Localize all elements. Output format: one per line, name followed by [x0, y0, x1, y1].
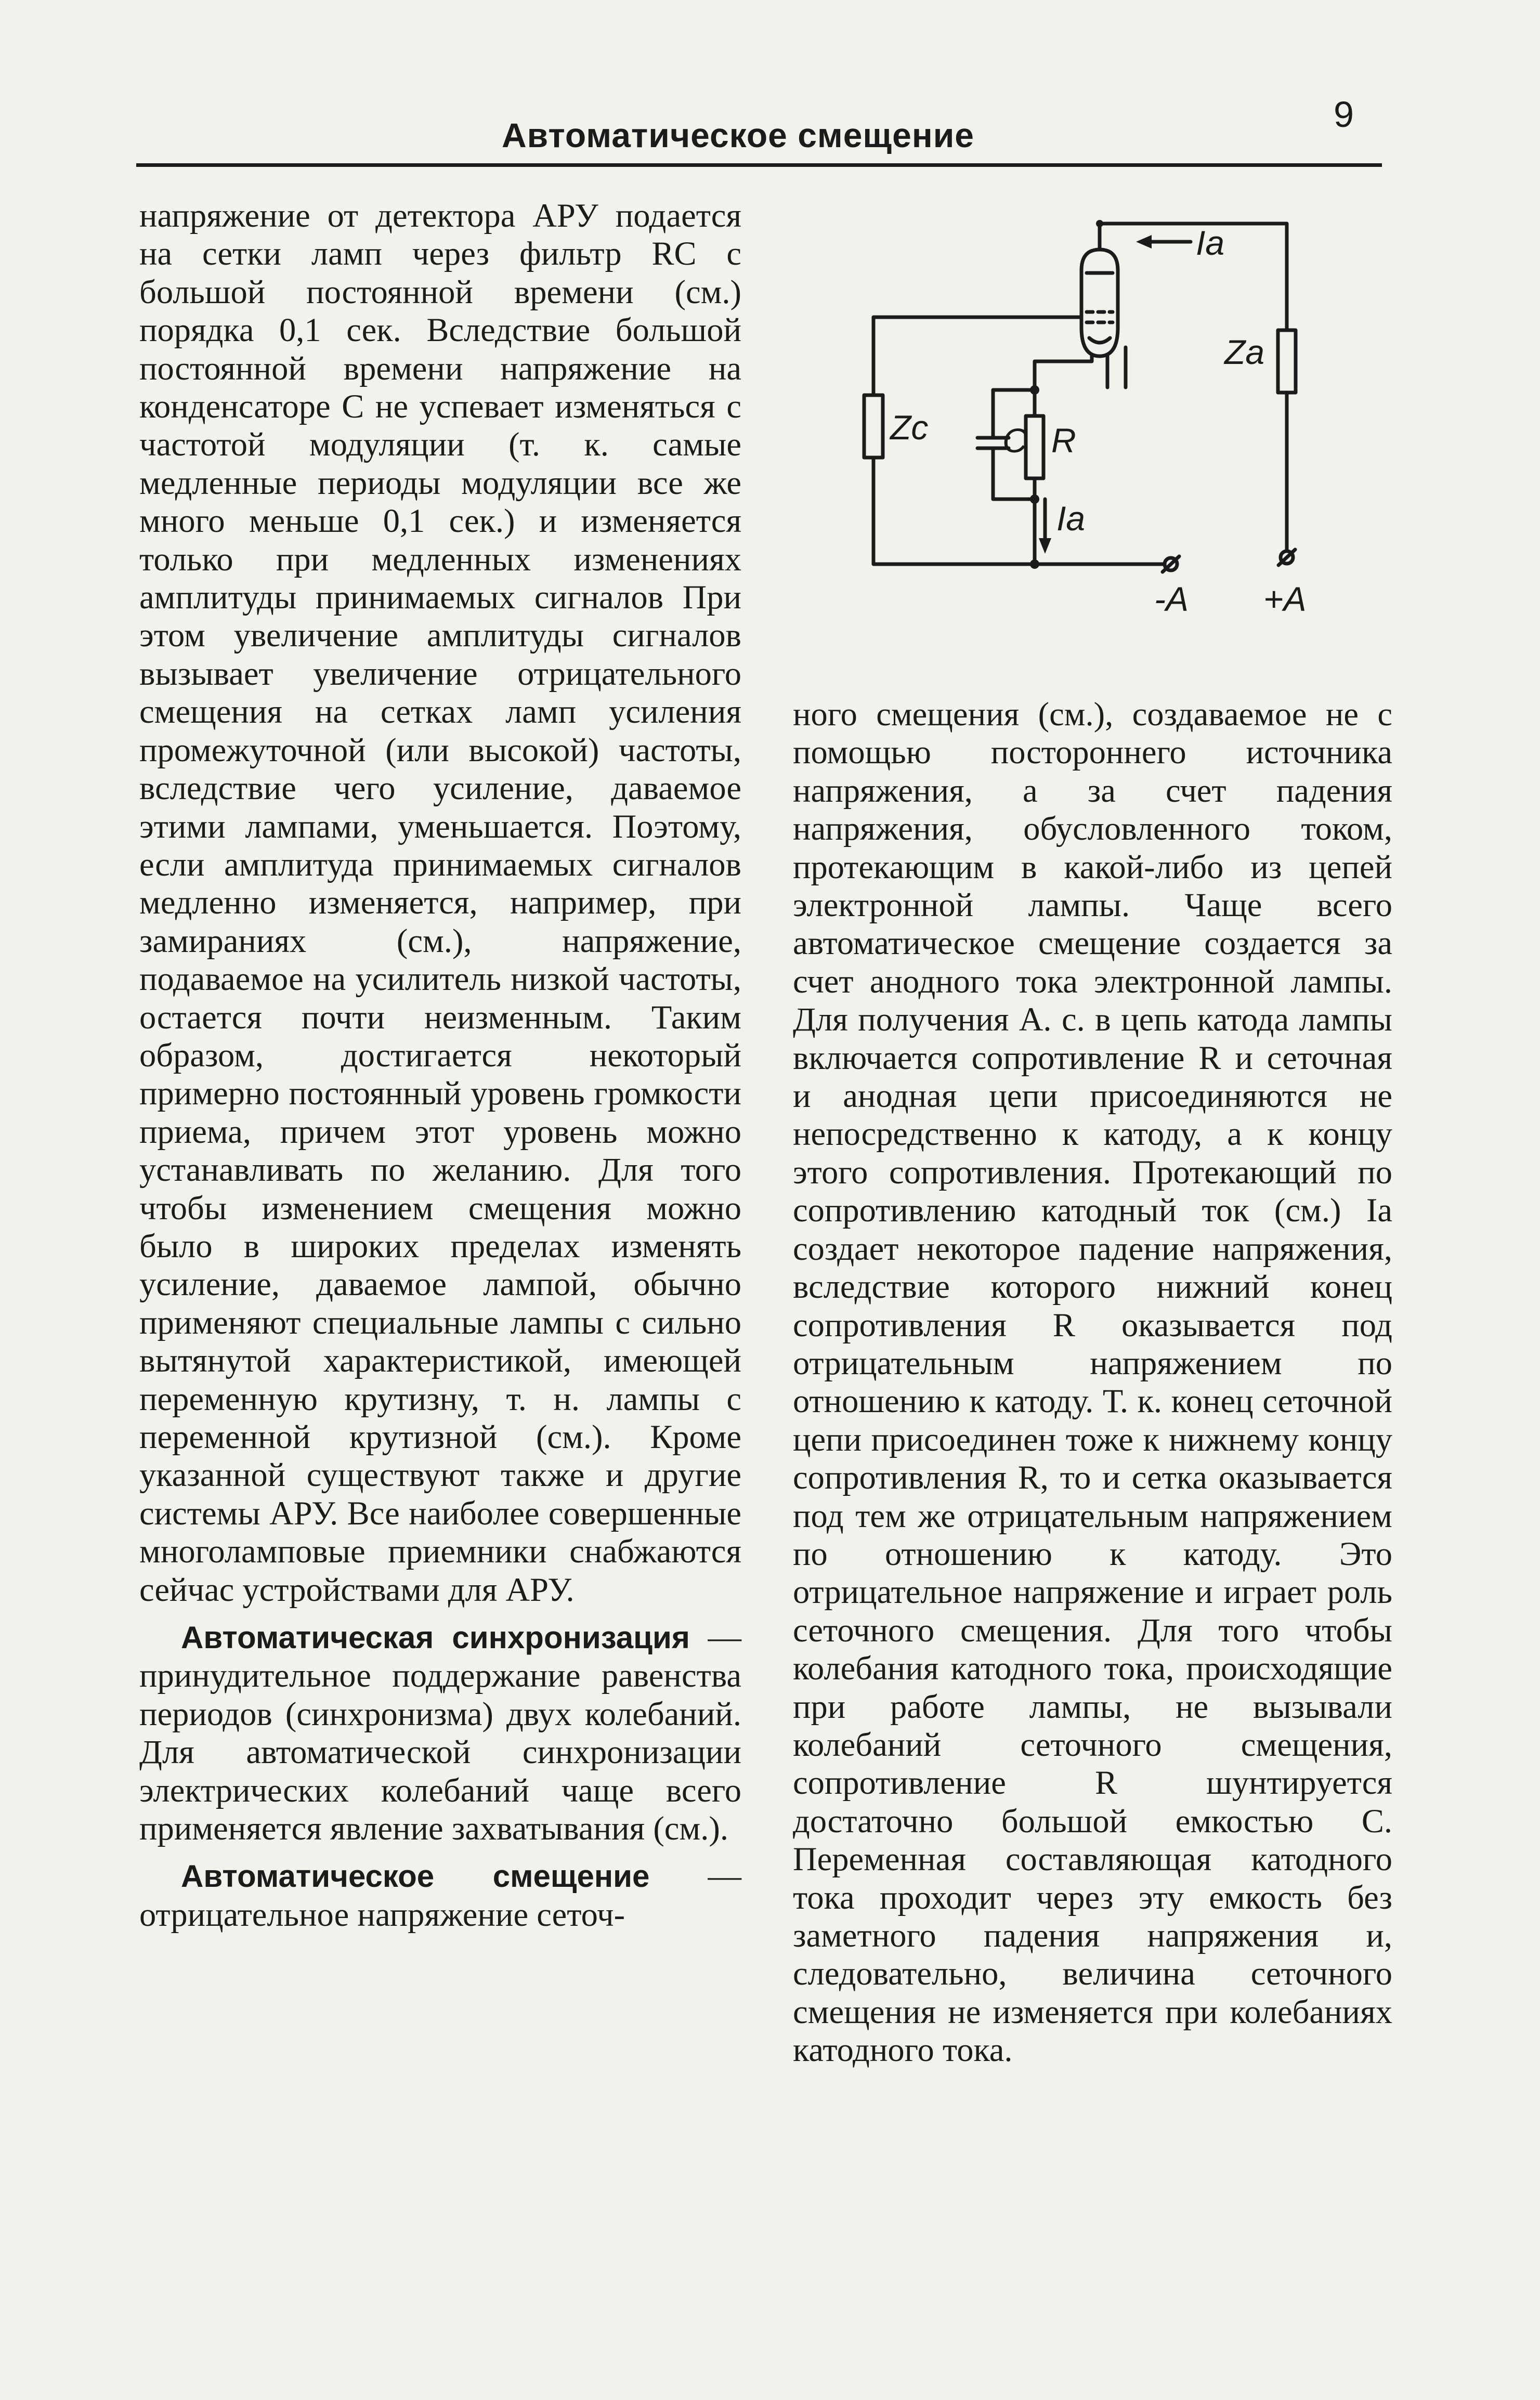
za-label: Za [1224, 333, 1265, 371]
tube-cathode [1089, 338, 1110, 343]
circuit-diagram [853, 208, 1321, 624]
junction-dot [1096, 220, 1103, 227]
za-resistor [1278, 330, 1296, 393]
right-paragraph-1: ного смещения (см.), создаваемое не с помощью постороннего источника напряжения, а за счет падения напряжения, обусловленного током, протекающим в какой-либо из цепей электронной лампы. Чаще всего автоматическое смещение создается за счет анодного тока электронной лампы. Для получения А. с. в цепь катода лампы включается сопротивление R и сеточная и анодная цепи присоединяются не непосредственно к катоду, а к концу этого сопротивления. Протекающий по сопротивлению катодный ток (см.) Iа создает некоторое падение напряжения, вследствие которого нижний конец сопротивления R оказывается под отрицательным напряжением по отношению к катоду. Т. к. конец сеточной цепи присоединен тоже к нижнему концу сопротивления R, то и сетка оказывается под тем же отрицательным напряжением по отношению к катоду. Это отрицательное напряжение и играет роль сеточного смещения. Для того чтобы колебания катодного тока, происходящие при работе лампы, не вызывали колебаний сеточного смещения, сопротивление R шунтируется достаточно большой емкостью C. Переменная составляющая катодного тока проходит через эту емкость без заметного падения напряжения и, следовательно, величина сеточного смещения не изменяется при колебаниях катодного тока. [793, 696, 1392, 2069]
zc-resistor [864, 395, 883, 458]
junction-dot [1030, 385, 1039, 395]
grid-wire [873, 317, 1081, 395]
r-label: R [1051, 421, 1076, 460]
plate-wire [1100, 224, 1287, 330]
junction-dot [1030, 559, 1039, 569]
entry-auto-sync [139, 1618, 741, 1847]
right-column [793, 695, 1392, 2069]
entry-text: — отрицательное напряжение сеточ- [139, 1857, 741, 1933]
entry-text: — принудительное поддержание равенства периодов (синхронизма) двух колебаний. Для автоматической синхронизации электрических колебаний чаще всего применяется явление захватывания (см.). [139, 1619, 741, 1847]
c-label: C [1002, 421, 1027, 460]
ia-top-label: Ia [1196, 224, 1225, 262]
header-rule [136, 163, 1382, 167]
plus-a-label: +A [1263, 580, 1307, 618]
ia-bottom-label: Ia [1056, 499, 1086, 538]
zc-label: Zc [890, 408, 929, 447]
left-paragraph-1: напряжение от детектора АРУ подается на сетки ламп через фильтр RC с большой постоянной времени (см.) порядка 0,1 сек. Вследствие большой постоянной времени напряжение на конденсаторе C не успевает изменяться с частотой модуляции (т. к. самые медленные периоды модуляции все же много меньше 0,1 сек.) и изменяется только при медленных изменениях амплитуды принимаемых сигналов При этом увеличение амплитуды сигналов вызывает увеличение отрицательного смещения на сетках ламп усиления промежуточной (или высокой) частоты, вследствие чего усиление, даваемое этими лампами, уменьшается. Поэтому, если амплитуда принимаемых сигналов медленно изменяется, например, при замираниях (см.), напряжение, подаваемое на усилитель низкой частоты, остается почти неизменным. Таким образом, достигается некоторый примерно постоянный уровень громкости приема, причем этот уровень можно устанавливать по желанию. Для того чтобы изменением смещения можно было в широких пределах изменять усиление, даваемое лампой, обычно применяют специальные лампы с сильно вытянутой характеристикой, имеющей переменную крутизну, т. н. лампы с переменной крутизной (см.). Кроме указанной существуют также и другие системы АРУ. Все наиболее совершенные многоламповые приемники снабжаются сейчас устройствами для АРУ. [139, 197, 741, 1608]
entry-auto-bias [139, 1857, 741, 1934]
junction-dot [1030, 494, 1039, 504]
entry-term: Автоматическое смещение [181, 1859, 650, 1894]
r-wire [1035, 478, 1165, 564]
page-number: 9 [1334, 94, 1354, 135]
ia-arrow-head [1136, 235, 1152, 249]
entry-term: Автоматическая синхронизация [181, 1620, 690, 1655]
tube-envelope [1081, 250, 1118, 356]
ia-arrow-head-bottom [1039, 538, 1051, 554]
cathode-wire [1035, 356, 1092, 416]
left-column [139, 197, 741, 1934]
r-resistor [1026, 416, 1043, 478]
minus-a-label: -A [1154, 580, 1189, 618]
zc-wire [873, 458, 1035, 564]
running-head: Автоматическое смещение [502, 116, 974, 154]
circuit-diagram-svg [853, 208, 1321, 624]
